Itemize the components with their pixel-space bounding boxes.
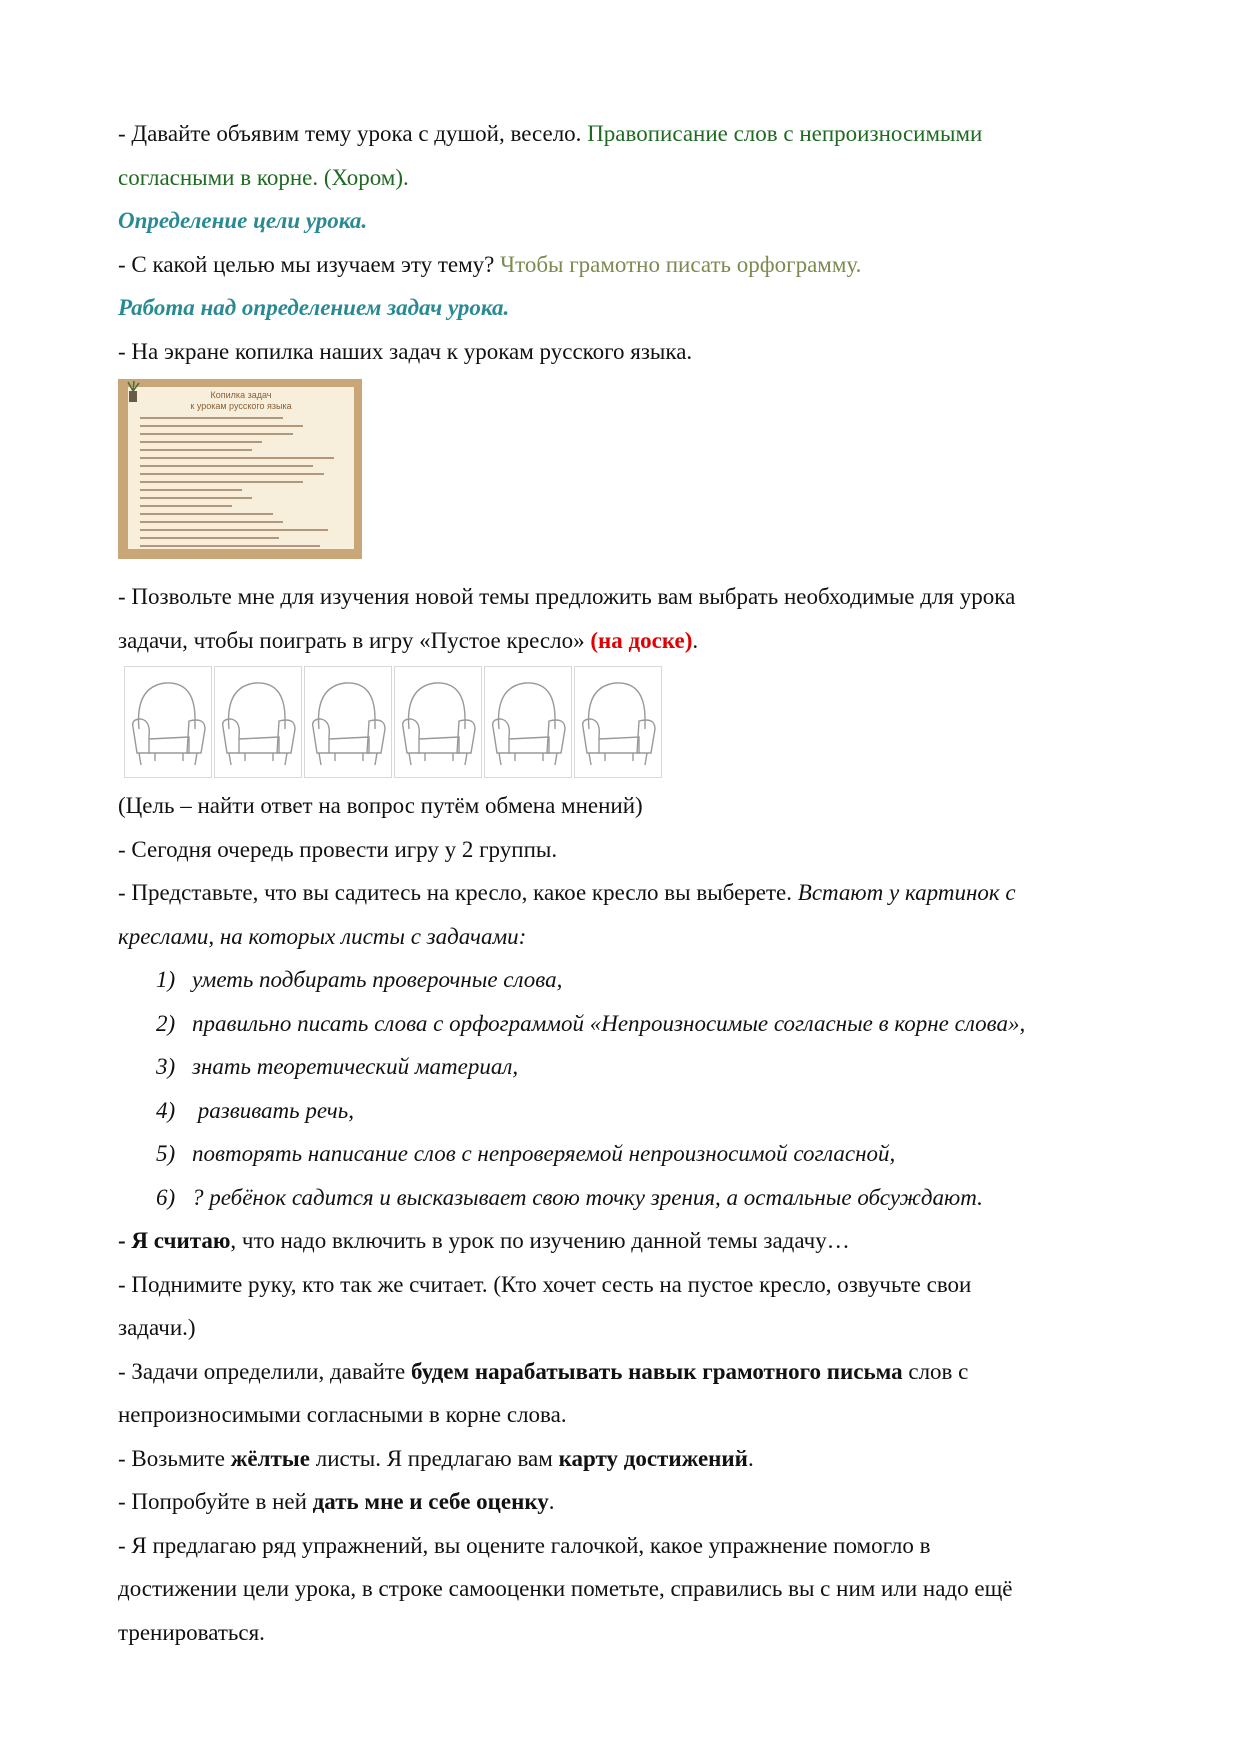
board-surface: [128, 387, 354, 549]
paragraph-topic: [118, 112, 1128, 156]
list-number: 4): [156, 1097, 176, 1123]
vase-icon: [124, 381, 142, 403]
text: .: [692, 627, 699, 653]
text: - Давайте объявим тему урока с душой, весело.: [118, 121, 588, 146]
tasks-list: [118, 958, 1128, 1219]
armchair-icon: [305, 667, 391, 777]
paragraph-raise-hand-cont: задачи.): [118, 1315, 196, 1340]
list-item: [118, 1045, 1128, 1089]
paragraph-exercises-cont: достижении цели урока, в строке самооценки пометьте, справились вы с ним или надо ещё: [118, 1576, 1013, 1601]
list-item: [118, 1002, 1128, 1046]
text: слов с: [902, 1358, 969, 1384]
heading-lesson-goal: Определение цели урока.: [118, 208, 368, 233]
list-text: развивать речь,: [192, 1097, 354, 1123]
paragraph-group-turn: - Сегодня очередь провести игру у 2 группы.: [118, 836, 558, 862]
board-text-lines: [140, 417, 344, 553]
chair-card: [394, 666, 482, 778]
board-note: (на доске): [590, 627, 693, 653]
paragraph-i-think: [118, 1219, 1128, 1263]
text: задачи, чтобы поиграть в игру «Пустое кресло»: [118, 627, 591, 653]
list-number: 1): [156, 967, 176, 992]
list-item: [118, 1176, 1128, 1220]
instruction-text: Встают у картинок с: [797, 880, 1016, 905]
text: листы. Я предлагаю вам: [309, 1445, 559, 1471]
paragraph-imagine: [118, 871, 1128, 915]
board-title: [128, 390, 354, 412]
paragraph-self-assessment: [118, 1480, 1128, 1524]
text: - Задачи определили, давайте: [118, 1358, 411, 1384]
armchair-icon: [575, 667, 661, 777]
text: .: [747, 1445, 754, 1471]
paragraph-exercises-end: тренироваться.: [118, 1619, 265, 1645]
chair-card: [304, 666, 392, 778]
paragraph-topic-cont: согласными в корне. (Хором).: [118, 164, 409, 190]
list-number: 2): [156, 1010, 176, 1036]
text: - Попробуйте в ней: [118, 1489, 313, 1514]
armchair-icon: [395, 667, 481, 777]
bold-text: - Я считаю: [118, 1228, 231, 1253]
topic-text: Правописание слов с непроизносимыми: [587, 121, 983, 146]
heading-lesson-tasks: Работа над определением задач урока.: [118, 295, 510, 320]
bold-text: будем нарабатывать навык грамотного письма: [410, 1358, 903, 1384]
bold-text: дать мне и себе оценку: [312, 1489, 549, 1514]
list-number: 6): [156, 1184, 176, 1210]
board-title-line: Копилка задач: [210, 390, 272, 400]
armchair-icon: [485, 667, 571, 777]
paragraph-screen: - На экране копилка наших задач к урокам русского языка.: [118, 338, 693, 364]
board-title-line: к урокам русского языка: [190, 401, 292, 411]
armchair-icon: [215, 667, 301, 777]
bold-text: жёлтые: [230, 1445, 310, 1471]
bold-text: карту достижений: [558, 1445, 748, 1471]
paragraph-tasks-defined-cont: непроизносимыми согласными в корне слова.: [118, 1402, 567, 1427]
text: , что надо включить в урок по изучению данной темы задачу…: [230, 1228, 850, 1253]
chair-card: [484, 666, 572, 778]
chair-card: [214, 666, 302, 778]
paragraph-game-intro-cont: [118, 619, 1128, 663]
paragraph-tasks-defined: [118, 1350, 1128, 1394]
empty-chairs-image: [124, 666, 1128, 778]
text: .: [548, 1489, 555, 1514]
list-item: [118, 1132, 1128, 1176]
list-item: [118, 1089, 1128, 1133]
chair-card: [124, 666, 212, 778]
list-item: [118, 958, 1128, 1002]
paragraph-yellow-sheets: [118, 1437, 1128, 1481]
list-text: повторять написание слов с непроверяемой непроизносимой согласной,: [192, 1141, 896, 1166]
text: - Представьте, что вы садитесь на кресло, какое кресло вы выберете.: [118, 880, 798, 905]
armchair-icon: [125, 667, 211, 777]
paragraph-imagine-cont: креслами, на которых листы с задачами:: [118, 923, 527, 949]
list-text: ? ребёнок садится и высказывает свою точку зрения, а остальные обсуждают.: [192, 1184, 983, 1210]
text: - Возьмите: [118, 1445, 231, 1471]
document-page: [118, 112, 1128, 1654]
chair-card: [574, 666, 662, 778]
tasks-board-image: [118, 379, 362, 559]
goal-answer: Чтобы грамотно писать орфограмму.: [500, 251, 862, 277]
paragraph-game-intro: - Позвольте мне для изучения новой темы предложить вам выбрать необходимые для урока: [118, 584, 1016, 609]
paragraph-exercises: - Я предлагаю ряд упражнений, вы оцените галочкой, какое упражнение помогло в: [118, 1532, 931, 1558]
paragraph-goal-note: (Цель – найти ответ на вопрос путём обмена мнений): [118, 793, 643, 818]
list-text: знать теоретический материал,: [192, 1054, 519, 1079]
list-text: правильно писать слова с орфограммой «Непроизносимые согласные в корне слова»,: [192, 1010, 1026, 1036]
paragraph-raise-hand: - Поднимите руку, кто так же считает. (Кто хочет сесть на пустое кресло, озвучьте свои: [118, 1271, 972, 1297]
paragraph-goal-question: [118, 243, 1128, 287]
list-number: 5): [156, 1141, 176, 1166]
list-text: уметь подбирать проверочные слова,: [192, 967, 563, 992]
list-number: 3): [156, 1054, 176, 1079]
text: - С какой целью мы изучаем эту тему?: [118, 251, 501, 277]
